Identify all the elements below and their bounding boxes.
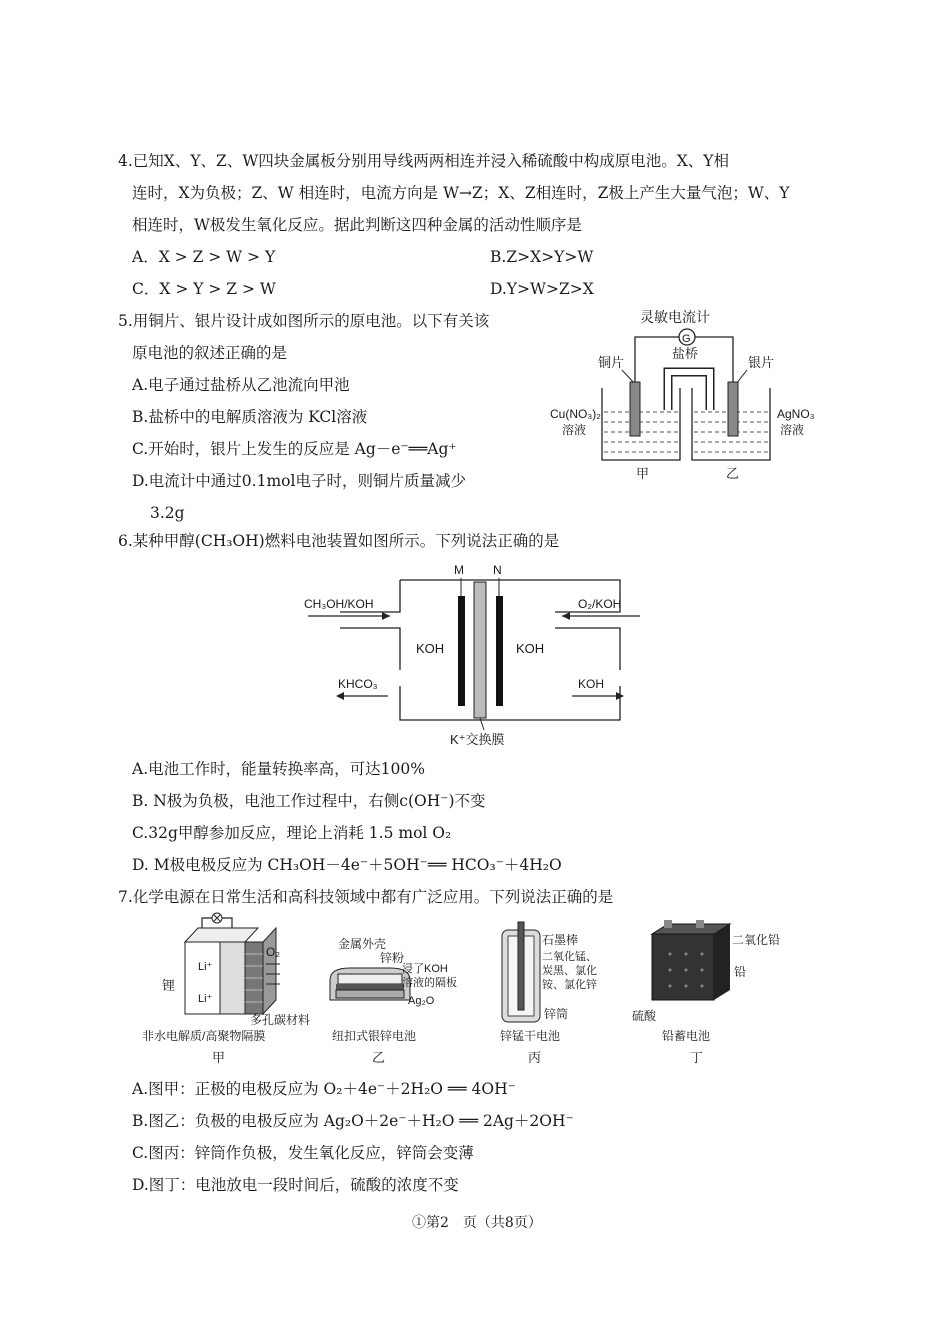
mix-label-1: 二氧化锰、	[542, 951, 597, 963]
membrane-label: K⁺交换膜	[450, 732, 505, 747]
electrode-m	[458, 596, 465, 706]
copper-label: 铜片	[598, 355, 625, 370]
right-koh-label: KOH	[516, 641, 545, 656]
q5-option-d-line1: D.电流计中通过0.1mol电子时，则铜片质量减少	[132, 472, 466, 490]
q7-batteries-figure	[140, 910, 820, 1070]
ding-caption: 铅蓄电池	[662, 1029, 711, 1043]
mix-label-3: 铵、氯化锌	[542, 979, 597, 991]
q5-stem-line1: 5.用铜片、银片设计成如图所示的原电池。以下有关该	[118, 312, 490, 330]
silver-label: 银片	[748, 355, 775, 370]
q7-option-b: B.图乙：负极的电极反应为 Ag₂O＋2e⁻＋H₂O ══ 2Ag＋2OH⁻	[132, 1112, 574, 1130]
inlet-right-label: O₂/KOH	[578, 597, 622, 611]
q7-option-d: D.图丁：电池放电一段时间后，硫酸的浓度不变	[132, 1176, 459, 1194]
zinc-can-label: 锌筒	[544, 1007, 569, 1021]
q4-option-d: D.Y>W>Z>X	[490, 280, 594, 298]
jia-caption: 非水电解质/高聚物隔膜	[142, 1029, 266, 1043]
yi-label: 乙	[372, 1050, 386, 1065]
page-footer: ①第2 页（共8页）	[412, 1215, 542, 1231]
q7-option-c: C.图丙：锌筒作负极，发生氧化反应，锌筒会变薄	[132, 1144, 474, 1162]
q5-option-c: C.开始时，银片上发生的反应是 Ag－e⁻══Ag⁺	[132, 440, 457, 458]
cell-jia-label: 甲	[636, 466, 650, 481]
battery-ding	[632, 920, 780, 1065]
copper-electrode	[630, 382, 640, 436]
pbo2-label: 二氧化铅	[732, 933, 781, 947]
q4-stem-line3: 相连时，W极发生氧化反应。据此判断这四种金属的活动性顺序是	[132, 216, 582, 234]
q5-stem-line2: 原电池的叙述正确的是	[132, 344, 288, 362]
lead-acid-body	[652, 934, 714, 1000]
porous-carbon-label: 多孔碳材料	[250, 1013, 311, 1027]
q6-option-a: A.电池工作时，能量转换率高，可达100%	[132, 760, 425, 778]
q7-stem: 7.化学电源在日常生活和高科技领域中都有广泛应用。下列说法正确的是	[118, 888, 614, 906]
q4-option-b: B.Z>X>Y>W	[490, 248, 594, 266]
battery-yi	[330, 936, 457, 1065]
o2-label: O₂	[266, 945, 280, 959]
q6-stem: 6.某种甲醇(CH₃OH)燃料电池装置如图所示。下列说法正确的是	[118, 532, 560, 550]
cell-yi-label: 乙	[726, 466, 740, 481]
graphite-label: 石墨棒	[542, 933, 579, 947]
outlet-left-label: KHCO₃	[338, 677, 378, 691]
q6-option-b: B. N极为负极，电池工作过程中，右侧c(OH⁻)不变	[132, 792, 486, 810]
separator-membrane	[220, 942, 245, 1014]
q4-stem-line1: 4.已知X、Y、Z、W四块金属板分别用导线两两相连并浸入稀硫酸中构成原电池。X、Y相	[118, 152, 730, 170]
galvanometer-label: 灵敏电流计	[640, 309, 710, 325]
battery-bing	[500, 922, 597, 1065]
li-ion-bottom: Li⁺	[198, 993, 213, 1005]
q5-option-a: A.电子通过盐桥从乙池流向甲池	[132, 376, 350, 394]
ag2o-label: Ag₂O	[408, 995, 435, 1007]
separator-label-2: 溶液的隔板	[402, 977, 457, 989]
q4-option-c: C．X > Y > Z > W	[132, 280, 276, 298]
cu-nitrate-solution-label: 溶液	[562, 423, 587, 437]
separator-label-1: 浸了KOH	[402, 963, 448, 975]
jia-label: 甲	[212, 1050, 226, 1065]
inlet-left-label: CH₃OH/KOH	[304, 597, 374, 611]
outlet-right-label: KOH	[578, 677, 605, 691]
mix-label-2: 炭黑、氯化	[542, 965, 597, 977]
galvanometer-symbol: G	[682, 333, 691, 345]
silver-electrode	[728, 382, 738, 436]
electrode-m-label: M	[454, 563, 464, 577]
pb-label: 铅	[734, 965, 747, 979]
zinc-powder-label: 锌粉	[380, 951, 405, 965]
q6-fuel-cell-diagram	[300, 560, 650, 750]
k-exchange-membrane	[474, 582, 486, 718]
electrode-n	[496, 596, 503, 706]
yi-caption: 纽扣式银锌电池	[332, 1029, 417, 1043]
acid-label: 硫酸	[632, 1009, 657, 1023]
q5-option-d-line2: 3.2g	[150, 504, 185, 522]
left-koh-label: KOH	[416, 641, 445, 656]
cu-nitrate-label: Cu(NO₃)₂	[550, 407, 601, 421]
battery-jia	[142, 913, 310, 1065]
bing-caption: 锌锰干电池	[500, 1029, 561, 1043]
q4-stem-line2: 连时，X为负极；Z、W 相连时，电流方向是 W→Z；X、Z相连时，Z极上产生大量气泡；W、Y	[132, 184, 790, 202]
lithium-label: 锂	[162, 978, 176, 993]
metal-shell-label: 金属外壳	[338, 937, 387, 951]
q6-option-d: D. M极电极反应为 CH₃OH－4e⁻＋5OH⁻══ HCO₃⁻＋4H₂O	[132, 856, 562, 874]
q4-option-a: A．X > Z > W > Y	[132, 248, 276, 266]
electrode-n-label: N	[493, 563, 502, 577]
salt-bridge	[668, 372, 710, 410]
q6-option-c: C.32g甲醇参加反应，理论上消耗 1.5 mol O₂	[132, 824, 452, 842]
q7-option-a: A.图甲：正极的电极反应为 O₂＋4e⁻＋2H₂O ══ 4OH⁻	[132, 1080, 516, 1098]
q5-galvanic-cell-diagram	[540, 300, 830, 485]
q5-option-b: B.盐桥中的电解质溶液为 KCl溶液	[132, 408, 368, 426]
salt-bridge-label: 盐桥	[672, 346, 699, 361]
ag-nitrate-label: AgNO₃	[777, 407, 815, 421]
graphite-rod	[518, 922, 524, 1010]
ag-nitrate-solution-label: 溶液	[780, 423, 805, 437]
ding-label: 丁	[690, 1050, 704, 1065]
bing-label: 丙	[528, 1050, 542, 1065]
li-ion-top: Li⁺	[198, 961, 213, 973]
